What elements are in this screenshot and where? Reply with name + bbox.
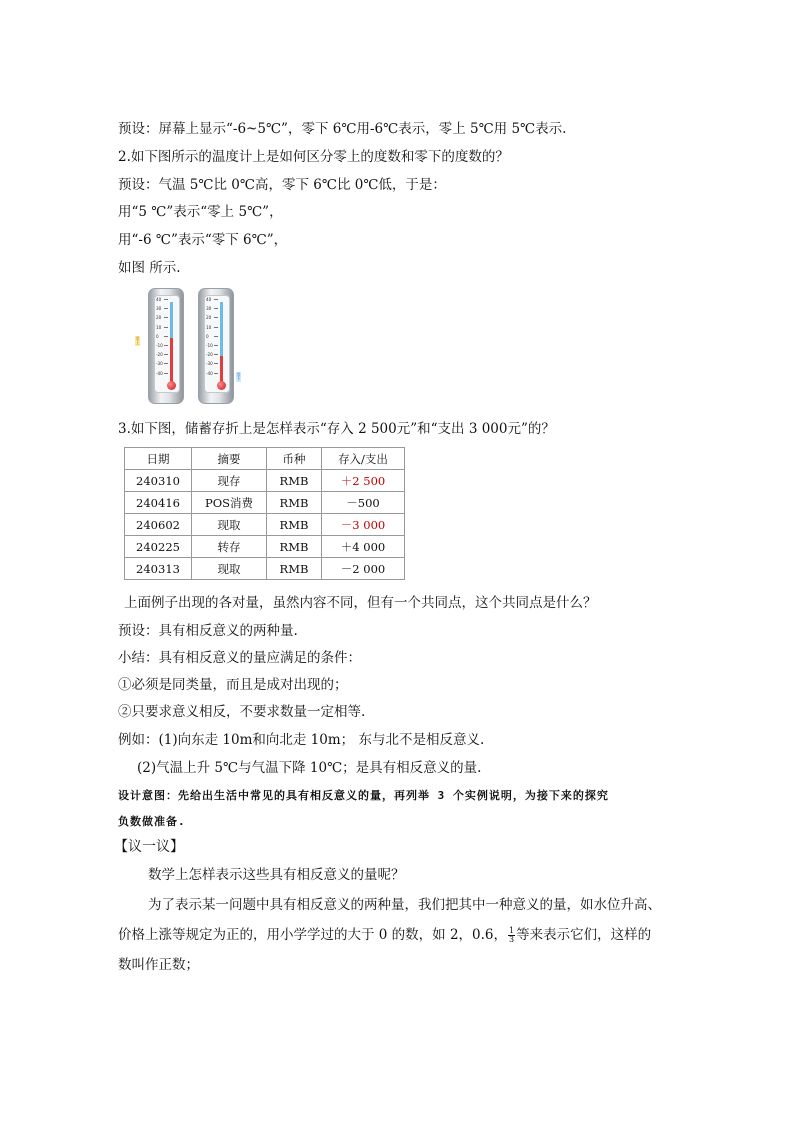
cell-date: 240602 <box>125 514 192 536</box>
scale-tick <box>214 336 218 337</box>
text-line: 预设：气温 5℃比 0℃高，零下 6℃比 0℃低，于是： <box>118 177 446 193</box>
mercury-bulb <box>217 381 226 390</box>
scale-tick <box>164 327 168 328</box>
cell-amount: ＋2 500 <box>322 470 405 492</box>
example-1: 例如：(1)向东走 10m和向北走 10m； 东与北不是相反意义. <box>118 732 485 748</box>
scale-label: 10 <box>156 324 162 330</box>
text-line <box>118 926 651 944</box>
scale-label: -30 <box>156 361 163 367</box>
scale-tick <box>214 373 218 374</box>
text-line: 如图 所示. <box>118 260 181 276</box>
above-zero-tag: 零上 <box>135 336 140 345</box>
cell-date: 240416 <box>125 492 192 514</box>
scale-tick <box>214 363 218 364</box>
thermometer-figure <box>136 288 256 406</box>
table-row <box>125 558 405 580</box>
thermometer-right <box>198 288 234 404</box>
example-2: (2)气温上升 5℃与气温下降 10℃；是具有相反意义的量. <box>137 760 482 776</box>
scale-tick <box>164 345 168 346</box>
scale-tick <box>164 336 168 337</box>
text-line: 数叫作正数； <box>118 957 199 973</box>
header-summary: 摘要 <box>192 448 267 470</box>
scale-label: 30 <box>156 306 162 312</box>
cell-currency: RMB <box>267 470 322 492</box>
thermometer-face <box>154 295 180 393</box>
mercury-column <box>170 338 173 382</box>
fraction-one-third <box>508 927 515 944</box>
scale-label: 30 <box>206 306 212 312</box>
scale-label: -40 <box>206 370 213 376</box>
text-line: 预设：具有相反意义的两种量. <box>118 623 298 639</box>
cell-currency: RMB <box>267 514 322 536</box>
text-line: 用“-6 ℃”表示“零下 6℃”， <box>118 232 288 248</box>
scale-label: -20 <box>206 352 213 358</box>
thermometer-left <box>148 288 184 404</box>
cell-summary: 现取 <box>192 558 267 580</box>
cell-currency: RMB <box>267 558 322 580</box>
condition-2: ②只要求意义相反，不要求数量一定相等. <box>118 704 366 720</box>
scale-tick <box>214 354 218 355</box>
scale-tick <box>214 299 218 300</box>
table-row <box>125 536 405 558</box>
cell-currency: RMB <box>267 536 322 558</box>
text-segment: 等来表示它们，这样的 <box>516 927 652 943</box>
cell-date: 240313 <box>125 558 192 580</box>
scale-tick <box>164 373 168 374</box>
cell-amount: －2 000 <box>322 558 405 580</box>
header-date: 日期 <box>125 448 192 470</box>
section-heading: 【议一议】 <box>114 839 184 855</box>
text-line: 预设：屏幕上显示“-6~5℃”，零下 6℃用-6℃表示，零上 5℃用 5℃表示. <box>118 121 567 137</box>
scale-tick <box>214 308 218 309</box>
scale-label: 40 <box>156 297 162 302</box>
below-zero-tag: 零下 <box>236 372 241 381</box>
scale-tick <box>164 363 168 364</box>
scale-tick <box>164 308 168 309</box>
scale-label: 20 <box>156 315 162 321</box>
question-3: 3.如下图，储蓄存折上是怎样表示“存入 2 500元”和“支出 3 000元”的？ <box>118 421 555 437</box>
cell-summary: 转存 <box>192 536 267 558</box>
thermometer-face <box>204 295 230 393</box>
scale-tick <box>214 345 218 346</box>
scale-tick <box>214 317 218 318</box>
text-line: 用“5 ℃”表示“零上 5℃”， <box>118 204 283 220</box>
design-intent-label: 设计意图： <box>118 789 178 802</box>
table-row <box>125 492 405 514</box>
design-intent <box>118 787 609 805</box>
scale-label: -30 <box>206 361 213 367</box>
cell-currency: RMB <box>267 492 322 514</box>
cell-amount: －500 <box>322 492 405 514</box>
text-line: 上面例子出现的各对量，虽然内容不同，但有一个共同点，这个共同点是什么？ <box>124 595 597 611</box>
scale-tick <box>164 354 168 355</box>
tube-blue-section <box>220 302 223 356</box>
scale-label: -20 <box>156 352 163 358</box>
scale-label: 20 <box>206 315 212 321</box>
tube-blue-section <box>170 302 173 338</box>
header-currency: 币种 <box>267 448 322 470</box>
scale-tick <box>164 299 168 300</box>
table-header-row <box>125 448 405 470</box>
table-row <box>125 514 405 536</box>
question-2: 2.如下图所示的温度计上是如何区分零上的度数和零下的度数的？ <box>118 149 509 165</box>
cell-date: 240310 <box>125 470 192 492</box>
header-amount: 存入/支出 <box>322 448 405 470</box>
fraction-numerator: 1 <box>509 926 515 935</box>
passbook-table <box>124 447 405 580</box>
design-intent-text: 先给出生活中常见的具有相反意义的量，再列举 3 个实例说明，为接下来的探究 <box>178 789 609 802</box>
table-row <box>125 470 405 492</box>
scale-label: -40 <box>156 370 163 376</box>
scale-label: -10 <box>156 343 163 348</box>
scale-tick <box>214 327 218 328</box>
scale-label: 0 <box>206 333 209 339</box>
mercury-column <box>220 356 223 382</box>
cell-summary: POS消费 <box>192 492 267 514</box>
scale-label: -10 <box>206 343 213 348</box>
cell-summary: 现取 <box>192 514 267 536</box>
text-line: 数学上怎样表示这些具有相反意义的量呢？ <box>148 867 405 883</box>
cell-summary: 现存 <box>192 470 267 492</box>
scale-label: 10 <box>206 324 212 330</box>
summary-heading: 小结：具有相反意义的量应满足的条件： <box>118 650 361 666</box>
text-segment: 价格上涨等规定为正的，用小学学过的大于 0 的数，如 2，0.6， <box>118 927 508 943</box>
scale-label: 40 <box>206 297 212 302</box>
scale-label: 0 <box>156 333 159 339</box>
cell-amount: －3 000 <box>322 514 405 536</box>
mercury-bulb <box>167 381 176 390</box>
condition-1: ①必须是同类量，而且是成对出现的； <box>118 677 348 693</box>
scale-tick <box>164 317 168 318</box>
design-intent-cont: 负数做准备. <box>118 815 186 828</box>
cell-amount: ＋4 000 <box>322 536 405 558</box>
cell-date: 240225 <box>125 536 192 558</box>
fraction-denominator: 3 <box>509 935 515 944</box>
text-line: 为了表示某一问题中具有相反意义的两种量，我们把其中一种意义的量，如水位升高、 <box>148 897 661 913</box>
